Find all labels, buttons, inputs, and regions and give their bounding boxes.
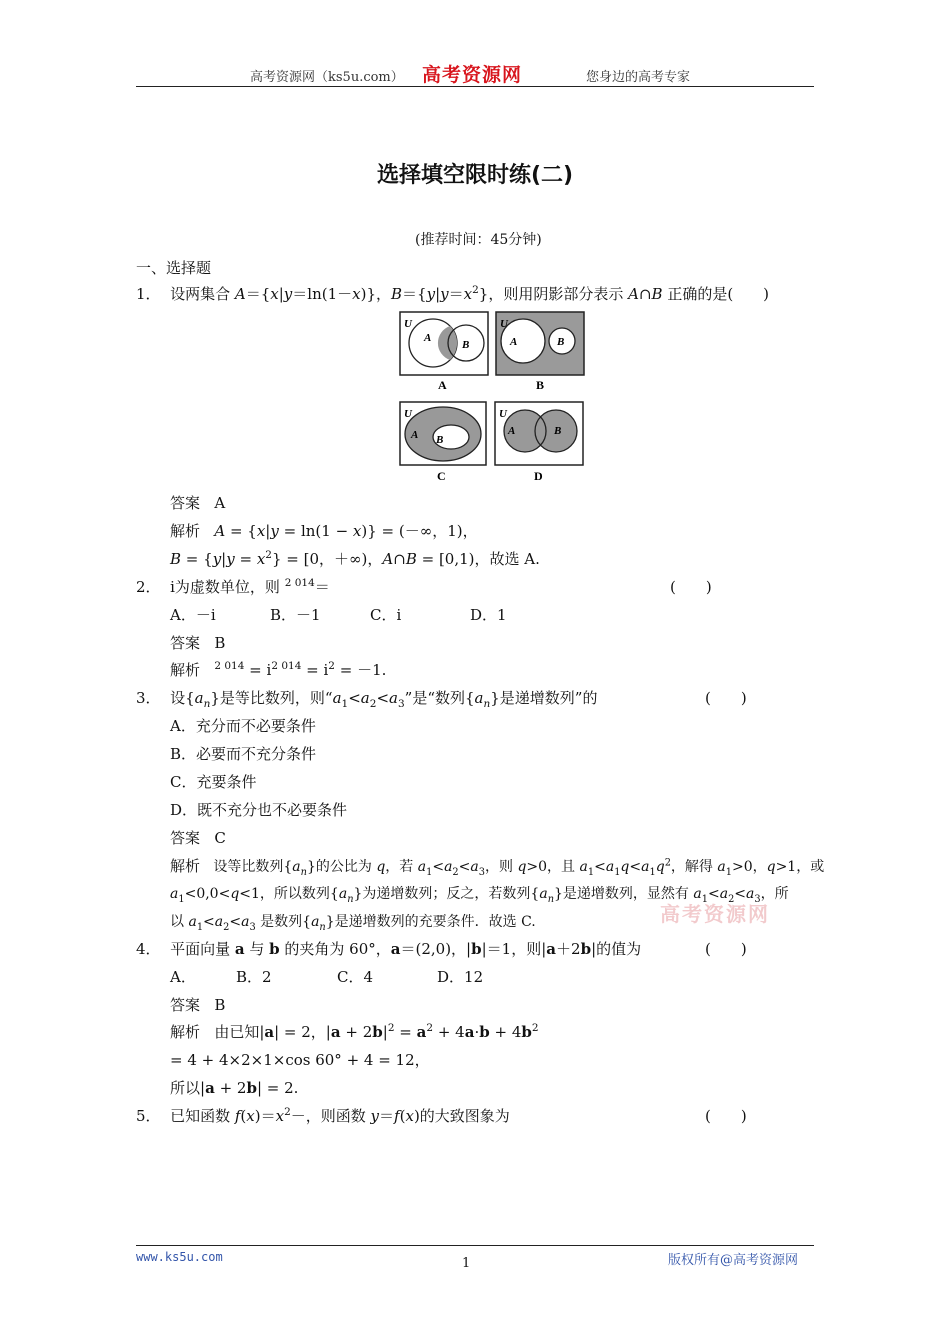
header-site: 高考资源网（ks5u.com）: [250, 70, 404, 85]
venn-c-universe-label: U: [404, 408, 412, 420]
q4-answer-value: B: [214, 996, 226, 1014]
q4-number: 4．: [136, 940, 161, 958]
q4-stem: 4． 平面向量 a 与 b 的夹角为 60°，a＝(2,0)，|b|＝1，则|a＋2b|的值为: [136, 940, 642, 958]
q3-analysis-line1: 解析 设等比数列$\{a_n\}$的公比为 q，若 $a_1<a_2<a_3$，则 q>0，且 $a_1<a_1q<a_1q^2$，解得 $a_1>0$，q>1，或: [170, 857, 825, 878]
q1-analysis-line2: $B = \{y|y = x^2\} = [0$，＋∞)，A∩B = [0,1)，故选 A.: [170, 549, 540, 568]
q3-analysis-label: 解析: [170, 857, 201, 875]
q2-text: i为虚数单位，则: [170, 578, 280, 596]
q2-analysis: [170, 659, 386, 680]
venn-b-set-a: A: [510, 336, 518, 348]
q3-paren: ( ): [705, 689, 747, 707]
q5-stem: 5． 已知函数 $f(x)=x^2-$，则函数 y＝f(x)的大致图象为: [136, 1106, 510, 1125]
q2-answer-value: B: [214, 634, 226, 652]
q2-analysis-eq1: = i: [249, 661, 272, 679]
venn-c-set-a: A: [411, 429, 419, 441]
q4-option-a: A．: [170, 968, 196, 986]
q4-option-d: D．12: [437, 968, 484, 986]
q5-paren: ( ): [705, 1107, 747, 1125]
q4-analysis-line1: 解析 由已知|a| = 2，$|a + 2b|^2 = a^2 + 4a\cdot b + 4b^2$: [170, 1022, 539, 1041]
q2-option-d: D．1: [470, 606, 507, 624]
q2-exponent: 2 014: [284, 577, 315, 589]
venn-a-universe-label: U: [404, 318, 412, 330]
section-heading: 一、选择题: [136, 259, 212, 277]
q2-analysis-result: = －1.: [339, 661, 387, 679]
footer-rule: [136, 1245, 814, 1246]
venn-b-universe-label: U: [500, 318, 508, 330]
q3-number: 3．: [136, 689, 161, 707]
q4-option-b: B．2: [236, 968, 272, 986]
venn-a-caption: A: [438, 378, 447, 392]
q1-analysis-line1: 解析 A = {x|y = ln(1 − x)} = (－∞，1)，: [170, 522, 478, 540]
q2-option-c: C．i: [370, 606, 402, 624]
venn-diagrams: [398, 310, 588, 485]
venn-d-universe-label: U: [499, 408, 507, 420]
footer-copyright: 版权所有@高考资源网: [668, 1253, 799, 1268]
q3-analysis-line2: $a_1<0,0<q<1$，所以数列$\{a_n\}$为递增数列；反之，若数列$\{a_n\}$是递增数列，显然有 $a_1<a_2<a_3$，所: [170, 886, 789, 905]
venn-b-set-b: B: [557, 336, 565, 348]
q1-answer-label: 答案: [170, 494, 201, 512]
q2-analysis-exp: 2 014: [214, 660, 245, 672]
venn-a-set-a: A: [424, 332, 432, 344]
q1-analysis-label: 解析: [170, 522, 201, 540]
q3-answer-value: C: [214, 829, 226, 847]
venn-b-caption: B: [536, 378, 545, 392]
q2-analysis-exp2: 2: [328, 660, 335, 672]
q2-answer: [170, 632, 225, 653]
q4-answer-label: 答案: [170, 996, 201, 1014]
watermark: 高考资源网: [660, 902, 770, 926]
q1-answer-value: A: [214, 494, 226, 512]
q4-answer: [170, 994, 225, 1015]
q3-answer-label: 答案: [170, 829, 201, 847]
q2-analysis-exp2014: 2 014: [271, 660, 302, 672]
q1-stem: 1． 设两集合 A＝{x|y＝ln(1－x)}，$B=\{y|y=x^2\}$，则用阴影部分表示 A∩B 正确的是( ): [136, 284, 770, 303]
q2-equals: ＝: [314, 578, 330, 596]
q3-option-b: B．必要而不充分条件: [170, 745, 317, 763]
q2-option-b: B．－1: [270, 606, 321, 624]
q4-analysis-line3: 所以|a + 2b| = 2.: [170, 1079, 299, 1097]
q2-number: 2．: [136, 578, 161, 596]
page-title: 选择填空限时练(二): [376, 163, 574, 188]
q1-number: 1．: [136, 285, 161, 303]
q4-paren: ( ): [705, 940, 747, 958]
q2-stem: [136, 576, 330, 597]
q3-option-c: C．充要条件: [170, 773, 257, 791]
venn-d-caption: D: [534, 469, 543, 483]
q2-analysis-label: 解析: [170, 661, 201, 679]
q4-option-c: C．4: [337, 968, 374, 986]
q2-option-a: A．－i: [170, 606, 216, 624]
q3-option-d: D．既不充分也不必要条件: [170, 801, 348, 819]
footer-url-link[interactable]: www.ks5u.com: [136, 1250, 223, 1264]
header-slogan: 您身边的高考专家: [586, 70, 691, 85]
venn-a-set-b: B: [462, 339, 470, 351]
q1-answer: [170, 492, 225, 513]
q3-option-a: A．充分而不必要条件: [170, 717, 316, 735]
venn-c-set-b: B: [436, 434, 444, 446]
venn-c-caption: C: [437, 469, 446, 483]
header-logo: 高考资源网: [422, 64, 523, 86]
q2-answer-label: 答案: [170, 634, 201, 652]
q2-analysis-eq2: = i: [306, 661, 329, 679]
q4-analysis-line2: = 4 + 4×2×1×cos 60° + 4 = 12，: [170, 1051, 430, 1069]
q4-analysis-label: 解析: [170, 1023, 201, 1041]
q3-answer: [170, 827, 226, 848]
venn-d-set-b: B: [554, 425, 562, 437]
header-rule: [136, 86, 814, 87]
page-number: 1: [462, 1256, 471, 1271]
time-note: (推荐时间：45分钟): [415, 232, 542, 248]
q2-paren: ( ): [670, 578, 712, 596]
q3-analysis-line3: 以 $a_1<a_2<a_3$ 是数列$\{a_n\}$是递增数列的充要条件．故选 C.: [170, 914, 536, 933]
venn-d-set-a: A: [508, 425, 516, 437]
q3-stem: 3． 设$\{a_n\}$是等比数列，则“$a_1<a_2<a_3$”是“数列$\{a_n\}$是递增数列”的: [136, 689, 598, 710]
q5-number: 5．: [136, 1107, 161, 1125]
